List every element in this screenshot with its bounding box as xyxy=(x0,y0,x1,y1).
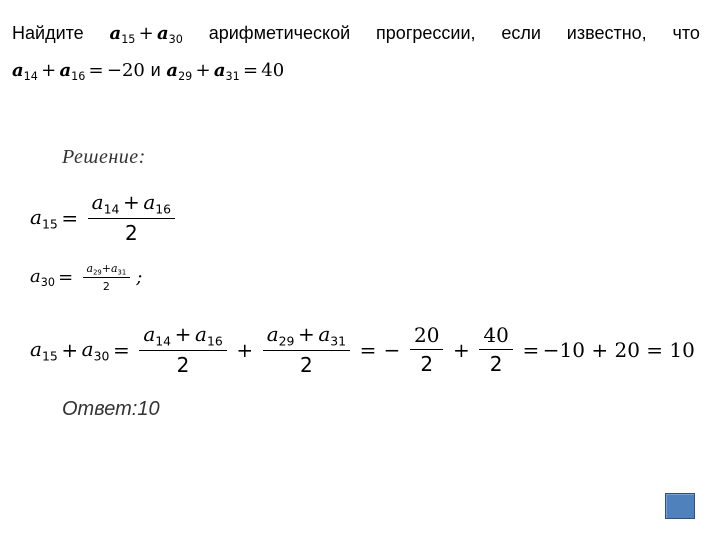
fraction-a29-a31-sum: $\frac{a_{29} + a_{31}}{2}$ xyxy=(263,322,350,377)
final-result: −10 + 20 = 10 xyxy=(542,337,695,362)
solution-label: Решение: xyxy=(62,146,146,168)
fraction-a29-a31: $\frac{a_{29}+a_{31}}{2}$ xyxy=(83,262,131,293)
word-known: известно, xyxy=(566,23,647,43)
value-neg20: −20 xyxy=(106,59,145,81)
equation-sum: $a_{15}$ + $a_{30}$ = $\frac{a_{14} + a_{16}}{2}$ + $\frac{a_{29} + a_{31}}{2}$ = − $\frac{20}{2}$ + $\frac{40}{2}$ = −10 + 20 = 10 xyxy=(30,322,695,378)
word-if: если xyxy=(501,23,541,43)
semicolon: ; xyxy=(136,267,143,289)
answer-label: Ответ:10 xyxy=(62,398,160,420)
expr-a15-plus-a30: $a_{15} + a_{30}$ xyxy=(109,23,183,46)
problem-line-1 xyxy=(12,18,700,55)
word-find: Найдите xyxy=(12,23,84,43)
word-arithmetic: арифметической xyxy=(208,23,351,43)
fraction-a14-a16: $\frac{a_{14} + a_{16}}{2}$ xyxy=(88,190,175,245)
fraction-40-2: $\frac{40}{2}$ xyxy=(479,323,512,376)
problem-line-2: $a_{14} + a_{16} = -20$ и $a_{29} + a_{31} = 40$ xyxy=(12,59,285,83)
word-progression: прогрессии, xyxy=(376,23,476,43)
word-and: и xyxy=(150,59,161,80)
equation-a15: $a_{15}$ = $\frac{a_{14} + a_{16}}{2}$ xyxy=(30,190,181,245)
fraction-a14-a16-sum: $\frac{a_{14} + a_{16}}{2}$ xyxy=(139,322,226,377)
fraction-20-2: $\frac{20}{2}$ xyxy=(410,323,443,376)
slide-nav-button[interactable] xyxy=(665,493,695,519)
word-that: что xyxy=(672,23,700,43)
value-40: 40 xyxy=(261,59,285,81)
problem-statement xyxy=(12,18,700,92)
equation-a30: $a_{30}$ = $\frac{a_{29}+a_{31}}{2}$ ; xyxy=(30,262,143,294)
